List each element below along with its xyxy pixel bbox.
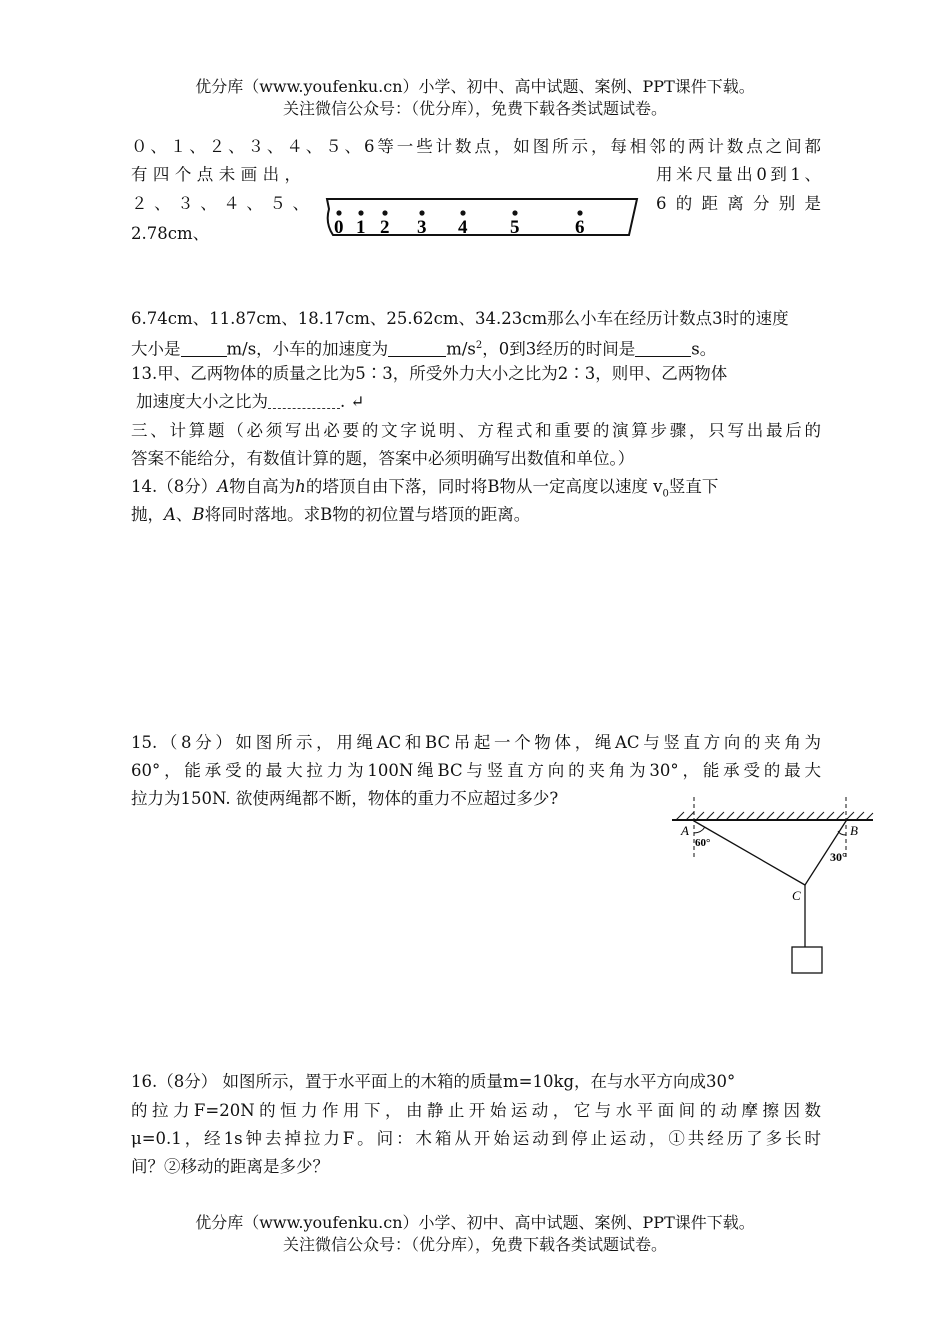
rope-tension-diagram [668,795,878,980]
ceiling-hatching [676,812,873,820]
ticker-tape-figure [323,193,643,239]
q14-text-3: 竖直下 [668,477,719,496]
tape-dot-1 [358,210,363,215]
angle-a: 60° [695,837,711,849]
q12-line-3a: ２、３、４、５、 [131,194,309,213]
answer-blank-velocity[interactable] [181,340,227,357]
q14-var-h: h [295,477,306,496]
q12-line-1: ０、１、２、３、４、５、6等一些计数点，如图所示，每相邻的两计数点之间都 [131,137,821,156]
tape-label-4: 4 [458,217,468,238]
q16-line-2: 的拉力F=20N的恒力作用下，由静止开始运动，它与水平面间的动摩擦因数 [131,1101,821,1120]
q14-line-1 [131,475,718,506]
q13-line-1: 13.甲、乙两物体的质量之比为5∶3，所受外力大小之比为2∶3，则甲、乙两物体 [131,364,728,383]
q16-line-1: 16.（8分） 如图所示，置于水平面上的木箱的质量m=10kg，在与水平方向成30° [131,1072,736,1091]
page-header-line-2: 关注微信公众号：（优分库），免费下载各类试题试卷。 [282,99,667,118]
tape-dot-2 [382,210,387,215]
page-footer-line-2: 关注微信公众号：（优分库），免费下载各类试题试卷。 [282,1235,667,1254]
tape-label-2: 2 [380,217,390,238]
tape-label-3: 3 [417,217,427,238]
q12-line-6a: 大小是 [131,339,181,359]
tape-label-0: 0 [334,217,344,238]
page-footer-line-1: 优分库（www.youfenku.cn）小学、初中、高中试题、案例、PPT课件下载。 [195,1213,755,1232]
tape-dot-0 [336,210,341,215]
q14-text-5: 、 [175,505,193,524]
q13-line-2a: 加速度大小之比为 [136,392,268,411]
q12-line-6d: ，0到3经历的时间是 [482,339,636,359]
q12-line-6e: s。 [691,339,717,359]
q14-prefix: 14.（8分） [131,477,218,496]
tape-dot-3 [419,210,424,215]
q14-text-6: 将同时落地。求B物的初位置与塔顶的距离。 [204,505,531,524]
tape-label-1: 1 [356,217,366,238]
tape-dots [336,210,582,215]
label-a: A [681,823,689,838]
q14-v0-sub: 0 [662,488,669,500]
q14-var-b: B [192,505,205,524]
tape-outline [327,199,637,235]
q15-line-1: 15.（8分）如图所示，用绳AC和BC吊起一个物体，绳AC与竖直方向的夹角为 [131,733,821,752]
angle-arc-a [694,827,705,833]
answer-blank-time[interactable] [635,340,691,357]
q12-line-3b: 6的距离分别是 [656,194,821,213]
q12-line-4: 2.78cm、 [131,224,210,243]
q14-text-4: 抛， [131,505,164,524]
q16-line-4: 间？②移动的距离是多少？ [131,1157,329,1176]
label-c: C [792,888,801,903]
rope-ac [694,821,805,885]
answer-blank-ratio[interactable] [268,392,340,409]
section3-line-1: 三、计算题（必须写出必要的文字说明、方程式和重要的演算步骤，只写出最后的 [131,421,821,440]
q13-line-2b: . ↵ [340,392,365,411]
q14-line-2 [131,503,530,527]
tape-dot-5 [512,210,517,215]
q16-line-3: μ=0.1，经1s钟去掉拉力F。问：木箱从开始运动到停止运动，①共经历了多长时 [131,1129,821,1148]
q12-line-2a: 有四个点未画出， [131,165,301,184]
hanging-block [792,947,822,973]
q14-var-a: A [217,477,230,496]
tape-label-5: 5 [510,217,520,238]
q12-line-6 [131,334,716,362]
q12-line-6b: m/s，小车的加速度为 [226,339,389,359]
section3-line-2: 答案不能给分，有数值计算的题，答案中必须明确写出数值和单位。） [131,449,635,468]
page-header-line-1: 优分库（www.youfenku.cn）小学、初中、高中试题、案例、PPT课件下载。 [195,77,755,96]
label-b: B [850,823,858,838]
q12-line-2b: 用米尺量出0到1、 [656,165,821,184]
unit-exponent: 2 [475,340,483,351]
tape-dot-6 [577,210,582,215]
q15-line-2: 60°，能承受的最大拉力为100N绳BC与竖直方向的夹角为30°，能承受的最大 [131,761,821,780]
q14-text-1: 物自高为 [229,477,296,496]
q13-line-2 [136,390,364,414]
unit-ms: m/s [446,339,476,359]
q14-var-a2: A [164,505,176,524]
q12-line-5: 6.74cm、11.87cm、18.17cm、25.62cm、34.23cm那么小车在经历计数点3时的速度 [131,309,789,328]
q14-text-2: 的塔顶自由下落，同时将B物从一定高度以速度 v [305,477,663,496]
answer-blank-acceleration[interactable] [388,340,446,357]
tape-dot-4 [460,210,465,215]
q15-line-3: 拉力为150N. 欲使两绳都不断，物体的重力不应超过多少? [131,789,559,808]
angle-b: 30° [830,850,847,864]
tape-label-6: 6 [575,217,585,238]
